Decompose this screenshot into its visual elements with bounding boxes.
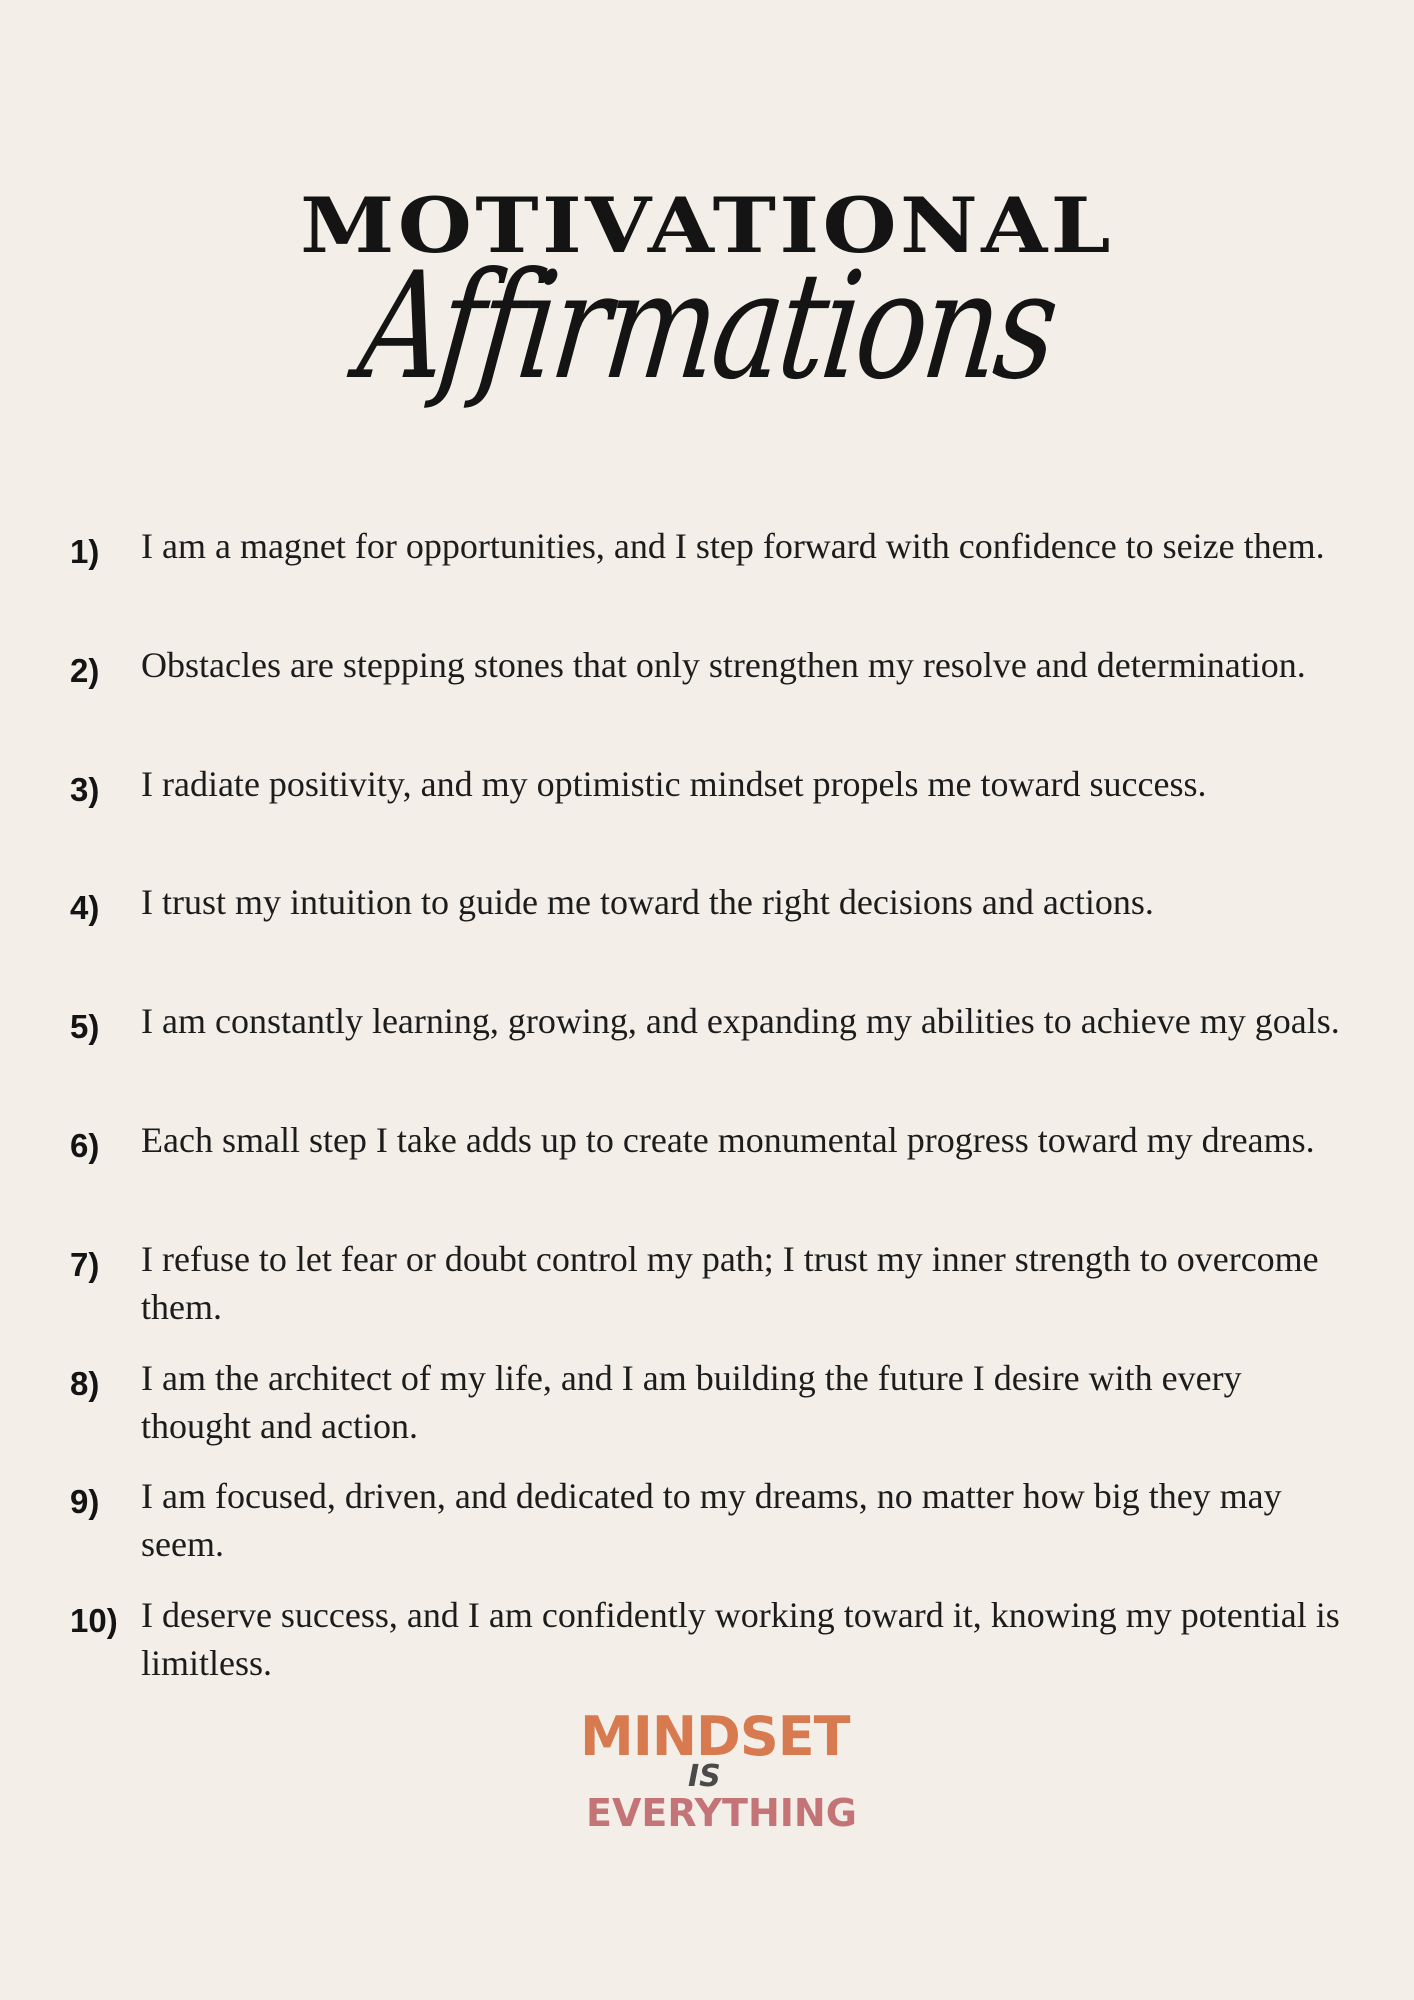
affirmation-item-8: [70, 1354, 1310, 1473]
affirmation-text: I am the architect of my life, and I am building the future I desire with every thought and action.: [141, 1357, 1242, 1446]
affirmation-text: I trust my intuition to guide me toward the right decisions and actions.: [141, 882, 1154, 923]
affirmation-number: 10): [70, 1602, 118, 1640]
affirmation-item-10: [70, 1591, 1340, 1710]
affirmation-item-9: [70, 1472, 1310, 1591]
affirmation-number: 3): [70, 770, 100, 808]
logo-word-mindset: MINDSET: [580, 1705, 850, 1768]
affirmation-list: [70, 522, 1340, 1710]
affirmation-number: 1): [70, 533, 100, 570]
page-title: MOTIVATIONAL: [300, 181, 1114, 270]
affirmation-text: I am constantly learning, growing, and expanding my abilities to achieve my goals.: [141, 1001, 1340, 1042]
affirmation-number: 5): [70, 1008, 100, 1046]
affirmation-item-2: [70, 641, 1310, 760]
affirmation-text: I deserve success, and I am confidently working toward it, knowing my potential is limitless.: [141, 1595, 1340, 1684]
logo-word-everything: EVERYTHING: [586, 1791, 857, 1835]
affirmation-item-3: [70, 760, 1310, 879]
affirmation-number: 7): [70, 1245, 100, 1283]
affirmation-number: 4): [70, 889, 100, 927]
affirmation-text: I radiate positivity, and my optimistic mindset propels me toward success.: [141, 763, 1207, 804]
affirmation-text: Obstacles are stepping stones that only strengthen my resolve and determination.: [141, 644, 1306, 685]
affirmation-item-6: [70, 1116, 1315, 1235]
affirmation-number: 6): [70, 1126, 100, 1164]
affirmation-item-4: [70, 878, 1310, 997]
affirmation-item-1: [70, 522, 1325, 641]
script-subtitle: Affirmations: [351, 239, 1063, 413]
logo-word-is: IS: [688, 1759, 721, 1794]
affirmation-number: 8): [70, 1364, 100, 1402]
affirmation-item-7: [70, 1235, 1319, 1354]
affirmation-text: I refuse to let fear or doubt control my path; I trust my inner strength to overcome them.: [141, 1238, 1319, 1327]
affirmation-text: Each small step I take adds up to create monumental progress toward my dreams.: [141, 1119, 1315, 1160]
mindset-logo: [580, 1705, 857, 1840]
affirmation-number: 2): [70, 651, 100, 689]
affirmation-text: I am focused, driven, and dedicated to my dreams, no matter how big they may seem.: [141, 1476, 1282, 1565]
affirmation-number: 9): [70, 1483, 100, 1521]
affirmation-item-5: [70, 997, 1340, 1116]
affirmation-text: I am a magnet for opportunities, and I step forward with confidence to seize them.: [141, 526, 1325, 566]
